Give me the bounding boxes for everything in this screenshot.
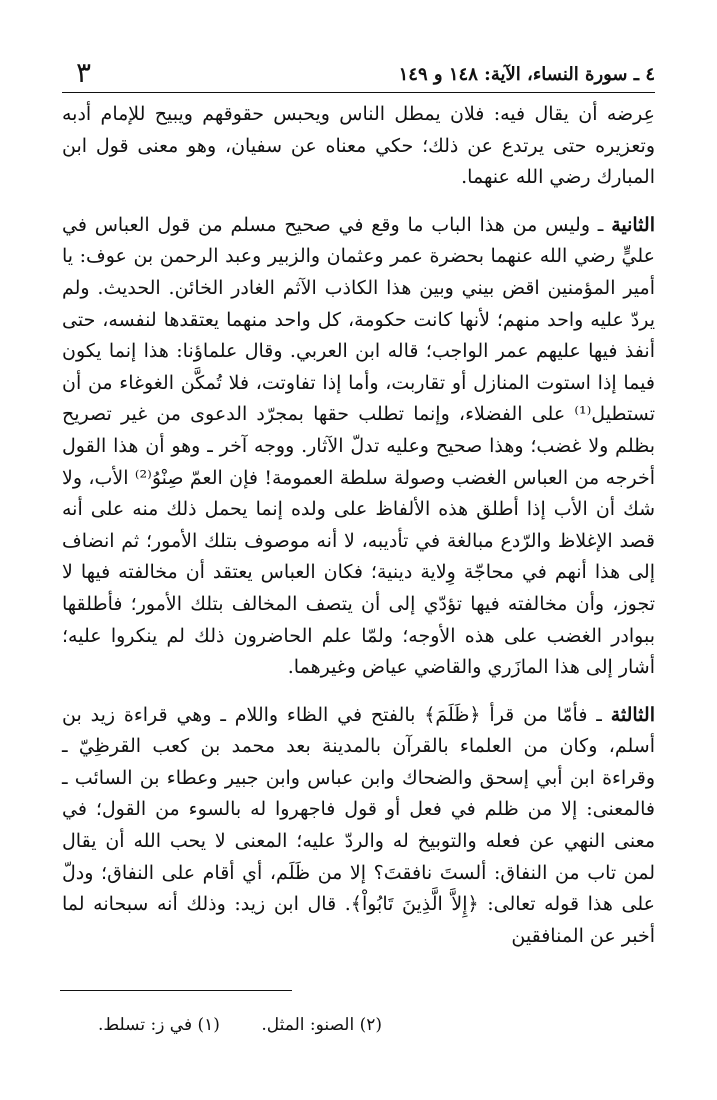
page-number: ٣ <box>76 56 92 89</box>
footnote-divider <box>60 990 292 991</box>
paragraph-3-text: ـ فأمّا من قرأ ﴿ظَلَمَ﴾ بالفتح في الظاء واللام ـ وهي قراءة زيد بن أسلم، وكان من العلماء بالقرآن بالمدينة بعد محمد بن كعب القرظِيّ ـ وقراءة ابن أبي إسحق والضحاك وابن عباس وابن جبير وعطاء بن السائب ـ فالمعنى: إلا من ظلم في فعل أو قول فاجهروا له بالسوء من القول؛ في معنى النهي عن فعله والتوبيخ له والردّ عليه؛ المعنى لا يحب الله أن يقال لمن تاب من النفاق: ألستَ نافقتَ؟ إلا من ظَلَم، أي أقام على النفاق؛ ودلّ على هذا قوله تعالى: ﴿إِلاَّ الَّذِينَ تَابُواْ﴾. قال ابن زيد: وذلك أنه سبحانه لما أخبر عن المنافقين <box>62 703 655 947</box>
paragraph-2-lead: الثانية <box>611 213 655 236</box>
footnotes <box>62 1012 655 1038</box>
page-header <box>62 58 655 93</box>
paragraph-1 <box>62 99 655 194</box>
page-body <box>62 99 655 952</box>
paragraph-2 <box>62 210 655 684</box>
paragraph-2-text: ـ وليس من هذا الباب ما وقع في صحيح مسلم من قول العباس في عليٍّ رضي الله عنهما بحضرة عمر وعثمان والزبير وعبد الرحمن بن عوف: يا أمير المؤمنين اقض بيني وبين هذا الكاذب الآثم الغادر الخائن. الحديث. ولم يردّ عليه واحد منهم؛ لأنها كانت حكومة، كل واحد منهما يعتقدها لنفسه، حتى أنفذ فيها عليهم عمر الواجب؛ قاله ابن العربي. وقال علماؤنا: هذا إنما يكون فيما إذا استوت المنازل أو تقاربت، وأما إذا تفاوتت، فلا تُمكَّن الغوغاء من أن تستطيل⁽¹⁾ على الفضلاء، وإنما تطلب حقها بمجرّد الدعوى من غير تصريح بظلم ولا غضب؛ وهذا صحيح وعليه تدلّ الآثار. ووجه آخر ـ وهو أن هذا القول أخرجه من العباس الغضب وصولة سلطة العمومة! فإن العمّ صِنْوُ⁽²⁾ الأب، ولا شك أن الأب إذا أطلق هذه الألفاظ على ولده إنما يحمل ذلك منه على أنه قصد الإغلاظ والرّدع مبالغة في تأديبه، لا أنه موصوف بتلك الأمور؛ ثم انضاف إلى هذا أنهم في محاجّة وِلاية دينية؛ فكان العباس يعتقد أن مخالفته فيها لا تجوز، وأن مخالفته فيها تؤدّي إلى أن يتصف المخالف بتلك الأمور؛ فأطلقها ببوادر الغضب على هذه الأوجه؛ ولمّا علم الحاضرون ذلك لم ينكروا عليه؛ أشار إلى هذا المازَري والقاضي عياض وغيرهما. <box>62 213 656 679</box>
paragraph-3-lead: الثالثة <box>610 703 655 726</box>
running-title: ٤ ـ سورة النساء، الآية: ١٤٨ و ١٤٩ <box>398 64 655 85</box>
footnote-1: (١) في ز: تسلط. <box>98 1015 220 1035</box>
paragraph-3 <box>62 700 655 953</box>
footnote-2: (٢) الصنو: المثل. <box>261 1015 382 1035</box>
paragraph-1-text: عِرضه أن يقال فيه: فلان يمطل الناس ويحبس حقوقهم ويبيح للإمام أدبه وتعزيره حتى يرتدع عن ذلك؛ حكي معناه عن سفيان، وهو معنى قول ابن المبارك رضي الله عنهما. <box>62 103 655 189</box>
